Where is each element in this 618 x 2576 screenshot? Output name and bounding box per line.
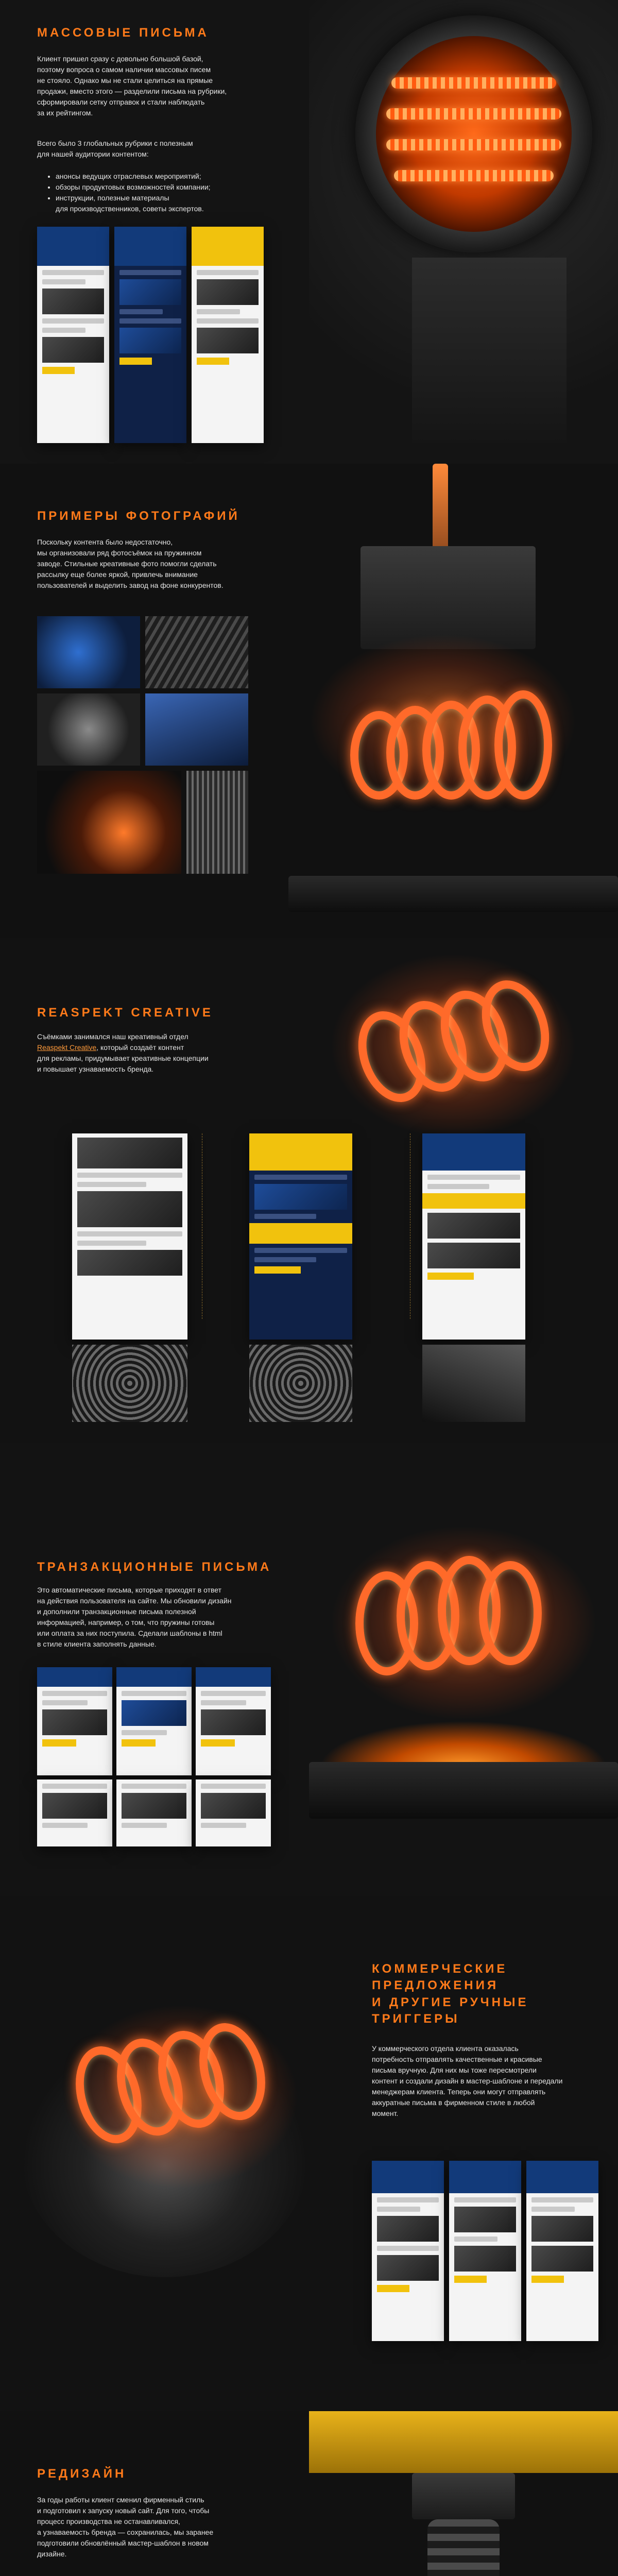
section-title: REASPEKT CREATIVE bbox=[37, 1006, 213, 1020]
email-preview bbox=[116, 1780, 192, 1846]
factory-photo bbox=[422, 1345, 525, 1422]
email-preview bbox=[37, 227, 109, 443]
furnace-illustration bbox=[309, 0, 618, 464]
section-title: РЕДИЗАЙН bbox=[37, 2467, 127, 2481]
list-item: • обзоры продуктовых возможностей компании; bbox=[56, 182, 282, 193]
reaspekt-creative-link[interactable]: Reaspekt Creative bbox=[37, 1043, 97, 1052]
list-item: • анонсы ведущих отраслевых мероприятий; bbox=[56, 171, 282, 182]
text-segment: Съёмками занимался наш креативный отдел bbox=[37, 1032, 188, 1041]
spring-machine-illustration bbox=[288, 464, 618, 938]
section-transactional-emails bbox=[0, 1443, 618, 1896]
email-preview bbox=[37, 1780, 112, 1846]
spring-water-illustration bbox=[0, 1958, 330, 2360]
section-text: Это автоматические письма, которые приходят в ответ на действия пользователя на сайте. Мы обновили дизайн и дополнили транзакционные письма полезной информацией, например, о том, что пружины готовы или оплата за них поступила. Сделали шаблоны в html в стиле клиента заполнять данные. bbox=[37, 1586, 232, 1648]
email-preview bbox=[196, 1667, 271, 1775]
title-line: ПРЕДЛОЖЕНИЯ bbox=[372, 1978, 499, 1993]
email-preview bbox=[114, 227, 186, 443]
rubrics-list bbox=[46, 171, 282, 214]
text-segment: , который создаёт контент для рекламы, придумывает креативные концепции и повышает узнаваемость бренда. bbox=[37, 1043, 209, 1073]
factory-photo bbox=[145, 616, 248, 688]
email-preview bbox=[192, 227, 264, 443]
email-preview bbox=[116, 1667, 192, 1775]
spring-fire-illustration bbox=[309, 1504, 618, 1824]
section-reaspekt-creative bbox=[0, 938, 618, 1443]
email-preview bbox=[526, 2161, 598, 2341]
email-preview bbox=[249, 1133, 352, 1340]
email-preview bbox=[372, 2161, 444, 2341]
title-line: И ДРУГИЕ РУЧНЫЕ bbox=[372, 1995, 529, 2009]
email-preview bbox=[422, 1133, 525, 1340]
press-machine-illustration bbox=[309, 2411, 618, 2576]
section-title: МАССОВЫЕ ПИСЬМА bbox=[37, 26, 209, 40]
section-text: У коммерческого отдела клиента оказалась потребность отправлять качественные и красивые письма вручную. Для них мы тоже пересмотрели контент и создали дизайн в мастер-шаблоне и передали менеджерам клиента. Теперь они могут отправлять аккуратные письма в фирменном стиле в любой момент. bbox=[372, 2044, 563, 2117]
spring-illustration bbox=[330, 953, 577, 1139]
email-preview bbox=[72, 1133, 187, 1340]
factory-photo bbox=[37, 693, 140, 766]
section-text: Поскольку контента было недостаточно, мы организовали ряд фотосъёмок на пружинном заводе. Стильные креативные фото помогли сделать рассылку еще более яркой, привлечь внимание пользователей и выделить завод на фоне конкурентов. bbox=[37, 538, 224, 589]
email-preview bbox=[196, 1780, 271, 1846]
section-commercial-offers bbox=[0, 1896, 618, 2411]
factory-photo bbox=[37, 616, 140, 688]
section-title bbox=[372, 1961, 529, 2028]
section-rubrics-text: Всего было 3 глобальных рубрики с полезным для нашей аудитории контентом: bbox=[37, 139, 193, 158]
section-title: ПРИМЕРЫ ФОТОГРАФИЙ bbox=[37, 509, 240, 523]
section-text: За годы работы клиент сменил фирменный стиль и подготовил к запуску новый сайт. Для того, чтобы процесс производства не останавливался, а узнаваемость бренда — сохранилась, мы заранее подготовили обновлённый мастер-шаблон в новом дизайне. bbox=[37, 2496, 214, 2558]
section-title: ТРАНЗАКЦИОННЫЕ ПИСЬМА bbox=[37, 1560, 272, 1574]
list-item: • инструкции, полезные материалы для производственников, советы экспертов. bbox=[56, 193, 282, 214]
email-preview bbox=[37, 1667, 112, 1775]
factory-photo bbox=[145, 693, 248, 766]
section-mass-emails bbox=[0, 0, 618, 464]
section-photo-examples bbox=[0, 464, 618, 938]
factory-photo bbox=[249, 1345, 352, 1422]
email-preview bbox=[449, 2161, 521, 2341]
section-intro-text: Клиент пришел сразу с довольно большой базой, поэтому вопроса о самом наличии массовых писем не стояло. Однако мы не стали целиться на прямые продажи, вместо этого — разделили письма на рубрики, сформировали сетку отправок и стали наблюдать за их рейтингом. bbox=[37, 55, 227, 117]
factory-photo bbox=[37, 771, 181, 874]
factory-photo bbox=[72, 1345, 187, 1422]
title-line: КОММЕРЧЕСКИЕ bbox=[372, 1962, 508, 1976]
factory-photo bbox=[186, 771, 248, 874]
section-redesign bbox=[0, 2411, 618, 2576]
section-text bbox=[37, 1031, 269, 1075]
title-line: ТРИГГЕРЫ bbox=[372, 2012, 460, 2026]
